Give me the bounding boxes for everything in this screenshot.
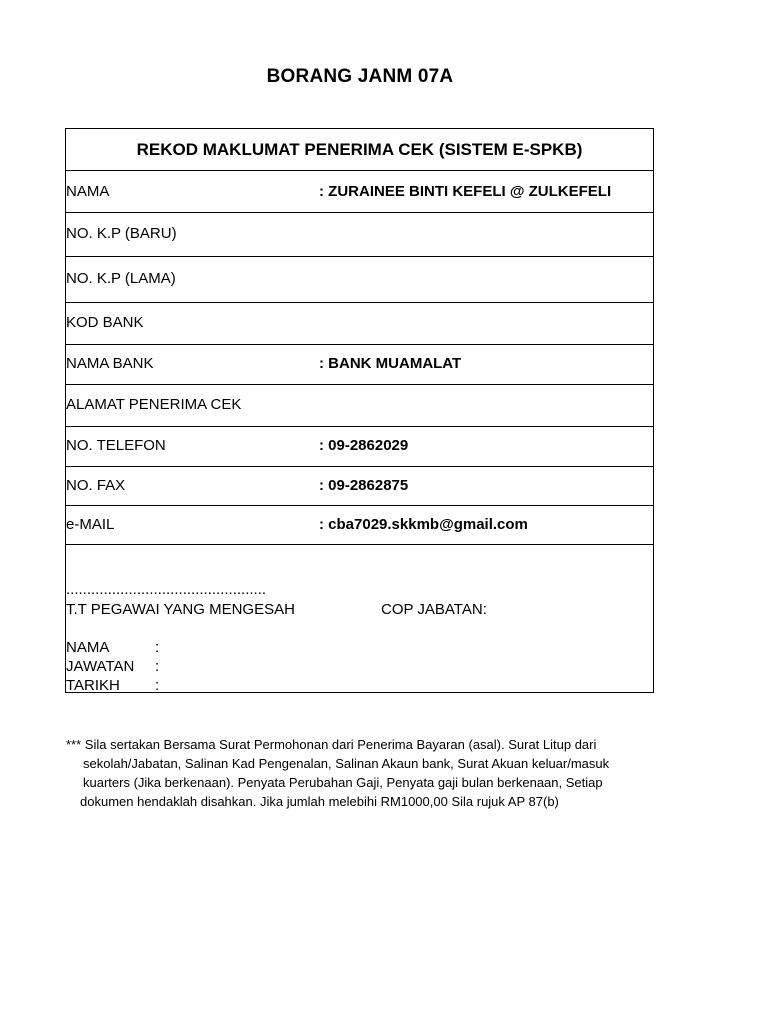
row-label: NAMA [66,183,110,200]
row-label: NAMA BANK [66,355,154,372]
instruction-note [66,735,626,811]
note-line: sekolah/Jabatan, Salinan Kad Pengenalan, Salinan Akaun bank, Surat Akuan keluar/masuk [83,756,610,771]
row-label: NO. K.P (LAMA) [66,270,176,287]
stamp-label: COP JABATAN: [381,601,487,618]
row-label: NO. TELEFON [66,437,166,454]
row-nama-bank [66,345,653,385]
form-heading: REKOD MAKLUMAT PENERIMA CEK (SISTEM E-SPKB) [66,129,653,171]
sig-field-label: NAMA [66,639,110,656]
note-line: kuarters (Jika berkenaan). Penyata Perubahan Gaji, Penyata gaji bulan berkenaan, Setiap [83,775,603,790]
row-value: : 09-2862029 [319,437,409,454]
row-kod-bank [66,303,653,345]
note-line: *** Sila sertakan Bersama Surat Permohonan dari Penerima Bayaran (asal). Surat Litup dari [66,737,597,752]
row-label: ALAMAT PENERIMA CEK [66,396,242,413]
signature-section [66,545,653,692]
row-kp-baru [66,213,653,257]
row-email [66,506,653,545]
row-nama [66,171,653,213]
row-label: NO. FAX [66,477,126,494]
row-value: : cba7029.skkmb@gmail.com [319,516,528,533]
sig-field-colon: : [155,639,160,656]
row-value: : ZURAINEE BINTI KEFELI @ ZULKEFELI [319,183,612,200]
row-label: e-MAIL [66,516,115,533]
signature-dotted-line: ................................................ [66,581,267,598]
row-value: : BANK MUAMALAT [319,355,462,372]
note-line: dokumen hendaklah disahkan. Jika jumlah melebihi RM1000,00 Sila rujuk AP 87(b) [80,794,559,809]
recipient-form-table [65,128,654,693]
row-alamat [66,385,653,427]
sig-field-colon: : [155,658,160,675]
row-label: NO. K.P (BARU) [66,225,177,242]
row-value: : 09-2862875 [319,477,409,494]
sig-field-colon: : [155,677,160,694]
row-kp-lama [66,257,653,303]
row-label: KOD BANK [66,314,144,331]
signer-label: T.T PEGAWAI YANG MENGESAH [66,601,295,618]
sig-field-label: TARIKH [66,677,120,694]
row-telefon [66,427,653,467]
form-title: BORANG JANM 07A [266,66,454,87]
row-fax [66,467,653,506]
sig-field-label: JAWATAN [66,658,135,675]
